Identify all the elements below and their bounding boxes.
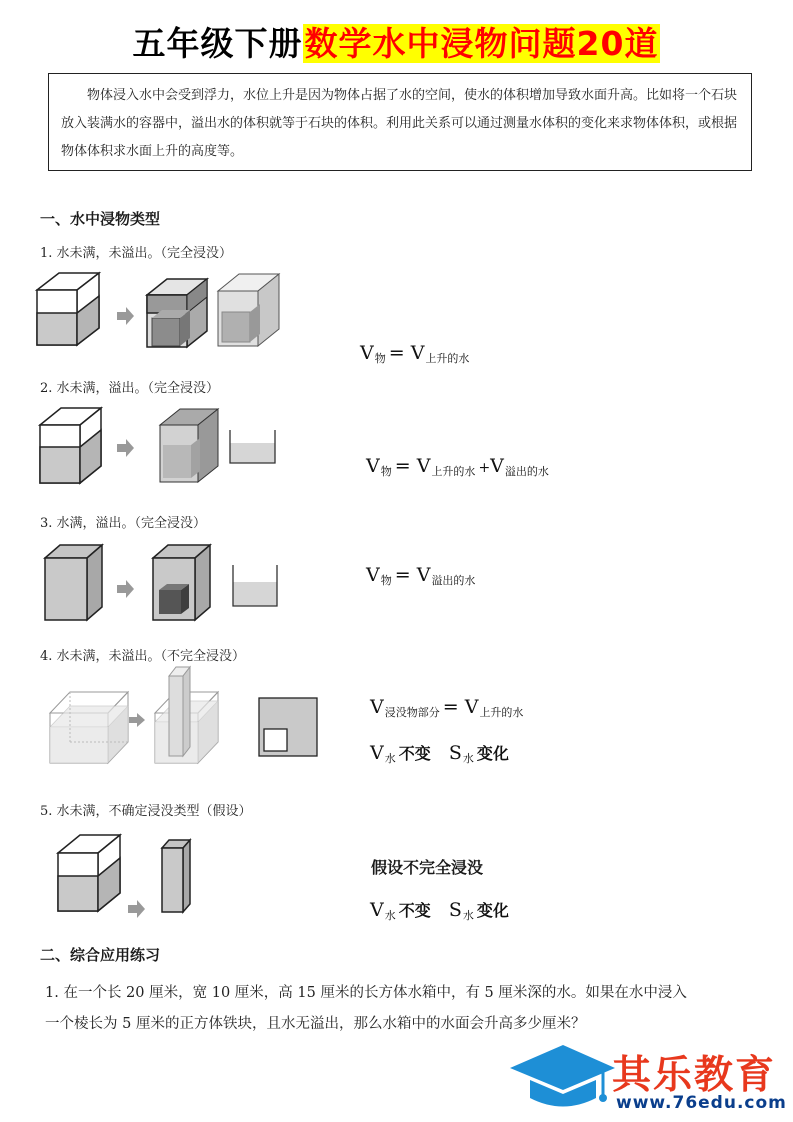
question-1-line2: 一个棱长为 5 厘米的正方体铁块，且水无溢出，那么水箱中的水面会升高多少厘米？ xyxy=(45,1016,586,1032)
intro-text: 物体浸入水中会受到浮力，水位上升是因为物体占据了水的空间，使水的体积增加导致水面升高。比如将一个石块放入装满水的容器中，溢出水的体积就等于石块的体积。利用此关系可以通过测量水体积的变化来求物体体积，或根据物体体积求水面上升的高度等。 xyxy=(61,88,738,159)
title-part2: 数学水中浸物问题20道 xyxy=(304,24,659,63)
logo-name: 其乐教育 xyxy=(612,1053,777,1098)
type4-extra: $V_水$ 不变 $S_水$ 变化 xyxy=(370,742,509,765)
title-part1: 五年级下册 xyxy=(132,24,303,63)
type3-formula: $V_物 = V_{溢出的水}$ xyxy=(366,564,476,587)
section2-heading: 二、综合应用练习 xyxy=(40,946,161,964)
type5-extra: $V_水$ 不变 $S_水$ 变化 xyxy=(370,899,509,922)
type4-formula: $V_{浸没物部分} = V_{上升的水}$ xyxy=(370,696,524,719)
type5-label: 5. 水未满，不确定浸没类型（假设） xyxy=(40,804,252,819)
type4-label: 4. 水未满，未溢出。（不完全浸没） xyxy=(40,649,246,664)
logo-url: www.76edu.com xyxy=(616,1093,787,1113)
section1-heading: 一、水中浸物类型 xyxy=(40,210,161,228)
type2-formula: $V_物 = V_{上升的水} +V_{溢出的水}$ xyxy=(366,455,549,478)
type1-label: 1. 水未满，未溢出。（完全浸没） xyxy=(40,246,233,261)
type1-formula: $V_物 = V_{上升的水}$ xyxy=(360,342,470,365)
type2-label: 2. 水未满，溢出。（完全浸没） xyxy=(40,381,220,396)
type5-assume: 假设不完全浸没 xyxy=(371,858,484,877)
type3-label: 3. 水满，溢出。（完全浸没） xyxy=(40,516,207,531)
question-1-line1: 1. 在一个长 20 厘米，宽 10 厘米，高 15 厘米的长方体水箱中，有 5 厘米深的水。如果在水中浸入 xyxy=(45,985,687,1001)
